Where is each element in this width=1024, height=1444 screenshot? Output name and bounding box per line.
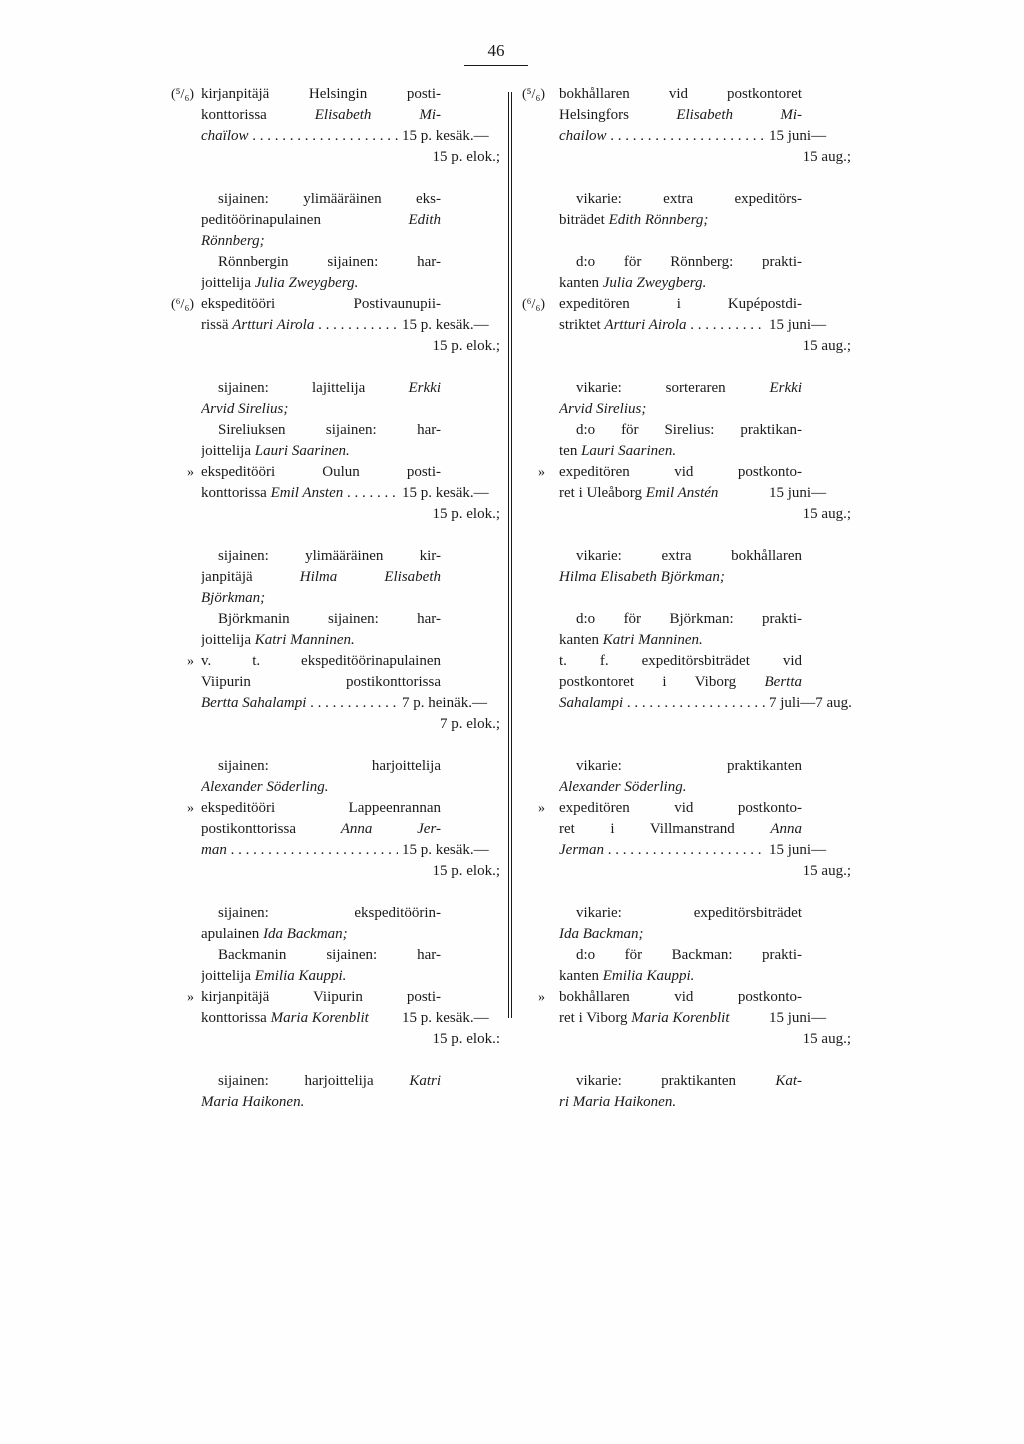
- text-line: kirjanpitäjä Viipurin posti-: [201, 989, 441, 1005]
- date-start: 15 juni—: [765, 483, 826, 504]
- date-end: 15 p. elok.;: [432, 338, 500, 354]
- swedish-line: [510, 861, 860, 882]
- date-end: 15 p. elok.;: [432, 506, 500, 522]
- date-start: 15 p. kesäk.—: [398, 840, 489, 861]
- entry-marker: (⁶/₆): [171, 297, 194, 312]
- text-line: ret i Viborg Maria Korenblit: [559, 1010, 730, 1026]
- swedish-line: [510, 609, 860, 630]
- entry-marker: »: [538, 801, 545, 816]
- text-line: expeditören vid postkonto-: [559, 800, 802, 816]
- swedish-line: [510, 399, 860, 420]
- date-start: 7 p. heinäk.—: [398, 693, 487, 714]
- finnish-line: [150, 1008, 510, 1029]
- finnish-line: [150, 945, 510, 966]
- finnish-line: [150, 672, 510, 693]
- swedish-line: [510, 441, 860, 462]
- finnish-line: [150, 189, 510, 210]
- text-line: Rönnbergin sijainen: har-: [218, 254, 441, 270]
- finnish-line: [150, 840, 510, 861]
- swedish-line: [510, 1029, 860, 1050]
- swedish-line: [510, 903, 860, 924]
- finnish-line: [150, 714, 510, 735]
- finnish-line: [150, 966, 510, 987]
- text-line: t. f. expeditörsbiträdet vid: [559, 653, 802, 669]
- entry-marker: (⁵/₆): [171, 87, 194, 102]
- finnish-line: [150, 231, 510, 252]
- text-line: rissä Artturi Airola . . .: [201, 315, 398, 336]
- text-line: Rönnberg;: [201, 233, 265, 249]
- date-end: 15 aug.;: [802, 506, 851, 522]
- date-end: 7 p. elok.;: [440, 716, 500, 732]
- text-line: Ida Backman;: [559, 926, 644, 942]
- finnish-line: [150, 609, 510, 630]
- finnish-line: [150, 168, 510, 189]
- swedish-line: [510, 924, 860, 945]
- text-line: ekspeditööri Oulun posti-: [201, 464, 441, 480]
- entry-marker: »: [187, 990, 194, 1005]
- finnish-line: [150, 210, 510, 231]
- swedish-line: [510, 483, 860, 504]
- text-line: Backmanin sijainen: har-: [218, 947, 441, 963]
- swedish-line: [510, 273, 860, 294]
- text-line: ret i Uleåborg Emil Anstén: [559, 485, 719, 501]
- swedish-line: [510, 588, 860, 609]
- swedish-line: [510, 777, 860, 798]
- text-line: ten Lauri Saarinen.: [559, 443, 677, 459]
- swedish-line: [510, 693, 860, 714]
- swedish-line: [510, 1050, 860, 1071]
- swedish-line: [510, 147, 860, 168]
- finnish-line: [150, 924, 510, 945]
- text-line: biträdet Edith Rönnberg;: [559, 212, 709, 228]
- swedish-line: [510, 945, 860, 966]
- text-line: sijainen: ylimääräinen eks-: [218, 191, 441, 207]
- swedish-line: [510, 966, 860, 987]
- finnish-line: [150, 126, 510, 147]
- finnish-line: [150, 777, 510, 798]
- text-line: Sahalampi . . .: [559, 693, 765, 714]
- swedish-line: [510, 1092, 860, 1113]
- finnish-column: [150, 84, 510, 1113]
- text-line: Viipurin postikonttorissa: [201, 674, 441, 690]
- finnish-line: [150, 273, 510, 294]
- swedish-line: [510, 987, 860, 1008]
- finnish-line: [150, 1029, 510, 1050]
- text-line: kirjanpitäjä Helsingin posti-: [201, 86, 441, 102]
- finnish-line: [150, 1092, 510, 1113]
- swedish-line: [510, 756, 860, 777]
- entry-marker: (⁵/₆): [522, 87, 545, 102]
- finnish-line: [150, 1050, 510, 1071]
- text-line: joittelija Katri Manninen.: [201, 632, 355, 648]
- text-line: sijainen: harjoittelija Katri: [218, 1073, 441, 1089]
- swedish-line: [510, 378, 860, 399]
- text-line: sijainen: ylimääräinen kir-: [218, 548, 441, 564]
- swedish-line: [510, 630, 860, 651]
- text-line: Maria Haikonen.: [201, 1094, 305, 1110]
- text-line: Sireliuksen sijainen: har-: [218, 422, 441, 438]
- text-line: v. t. ekspeditöörinapulainen: [201, 653, 441, 669]
- date-start: 15 p. kesäk.—: [398, 126, 489, 147]
- finnish-line: [150, 546, 510, 567]
- swedish-line: [510, 672, 860, 693]
- date-start: 15 juni—: [765, 126, 826, 147]
- text-line: chaïlow . . .: [201, 126, 398, 147]
- swedish-line: [510, 882, 860, 903]
- text-line: apulainen Ida Backman;: [201, 926, 348, 942]
- finnish-line: [150, 651, 510, 672]
- swedish-line: [510, 252, 860, 273]
- swedish-line: [510, 1008, 860, 1029]
- finnish-line: [150, 567, 510, 588]
- text-line: ekspeditööri Lappeenrannan: [201, 800, 441, 816]
- entry-marker: »: [187, 801, 194, 816]
- finnish-line: [150, 735, 510, 756]
- text-line: Jerman . . .: [559, 840, 765, 861]
- finnish-line: [150, 336, 510, 357]
- text-line: janpitäjä Hilma Elisabeth: [201, 569, 441, 585]
- swedish-line: [510, 231, 860, 252]
- date-end: 15 p. elok.:: [432, 1031, 500, 1047]
- swedish-line: [510, 210, 860, 231]
- finnish-line: [150, 1071, 510, 1092]
- page-number-rule: [464, 65, 528, 66]
- text-line: kanten Katri Manninen.: [559, 632, 703, 648]
- finnish-line: [150, 630, 510, 651]
- finnish-line: [150, 294, 510, 315]
- swedish-column: [510, 84, 860, 1113]
- text-line: vikarie: praktikanten Kat-: [576, 1073, 802, 1089]
- finnish-line: [150, 819, 510, 840]
- text-line: ekspeditööri Postivaunupii-: [201, 296, 441, 312]
- swedish-line: [510, 336, 860, 357]
- finnish-line: [150, 399, 510, 420]
- finnish-line: [150, 462, 510, 483]
- text-line: Arvid Sirelius;: [559, 401, 647, 417]
- text-line: man . . .: [201, 840, 398, 861]
- text-line: joittelija Julia Zweygberg.: [201, 275, 359, 291]
- swedish-line: [510, 504, 860, 525]
- finnish-line: [150, 441, 510, 462]
- finnish-line: [150, 861, 510, 882]
- swedish-line: [510, 294, 860, 315]
- text-line: striktet Artturi Airola . . .: [559, 315, 765, 336]
- text-line: konttorissa Elisabeth Mi-: [201, 107, 441, 123]
- swedish-line: [510, 105, 860, 126]
- text-line: kanten Julia Zweygberg.: [559, 275, 707, 291]
- finnish-line: [150, 105, 510, 126]
- finnish-line: [150, 420, 510, 441]
- date-end: 15 aug.;: [802, 863, 851, 879]
- text-line: ri Maria Haikonen.: [559, 1094, 677, 1110]
- date-end: 15 p. elok.;: [432, 149, 500, 165]
- swedish-line: [510, 840, 860, 861]
- text-line: d:o för Sirelius: praktikan-: [576, 422, 802, 438]
- text-line: joittelija Emilia Kauppi.: [201, 968, 347, 984]
- text-line: joittelija Lauri Saarinen.: [201, 443, 350, 459]
- text-line: vikarie: expeditörsbiträdet: [576, 905, 802, 921]
- swedish-line: [510, 567, 860, 588]
- swedish-line: [510, 462, 860, 483]
- finnish-line: [150, 483, 510, 504]
- swedish-line: [510, 189, 860, 210]
- date-start: 15 juni—: [765, 840, 826, 861]
- text-line: d:o för Björkman: prakti-: [576, 611, 802, 627]
- swedish-line: [510, 168, 860, 189]
- page-number: 46: [487, 41, 505, 60]
- finnish-line: [150, 987, 510, 1008]
- text-line: Bertta Sahalampi . . .: [201, 693, 398, 714]
- swedish-line: [510, 714, 860, 735]
- text-line: sijainen: ekspeditöörin-: [218, 905, 441, 921]
- date-end: 15 aug.;: [802, 338, 851, 354]
- date-start: 15 p. kesäk.—: [398, 315, 489, 336]
- finnish-line: [150, 882, 510, 903]
- text-line: expeditören vid postkonto-: [559, 464, 802, 480]
- swedish-line: [510, 651, 860, 672]
- entry-marker: »: [187, 465, 194, 480]
- text-line: konttorissa Emil Ansten . . .: [201, 483, 398, 504]
- date-start: 15 p. kesäk.—: [398, 1008, 489, 1029]
- finnish-line: [150, 903, 510, 924]
- text-line: peditöörinapulainen Edith: [201, 212, 441, 228]
- finnish-line: [150, 315, 510, 336]
- date-start: 15 p. kesäk.—: [398, 483, 489, 504]
- text-line: konttorissa Maria Korenblit: [201, 1010, 369, 1026]
- text-line: sijainen: harjoittelija: [218, 758, 441, 774]
- text-line: Alexander Söderling.: [201, 779, 329, 795]
- text-line: sijainen: lajittelija Erkki: [218, 380, 441, 396]
- swedish-line: [510, 735, 860, 756]
- text-line: Arvid Sirelius;: [201, 401, 289, 417]
- swedish-line: [510, 84, 860, 105]
- swedish-line: [510, 798, 860, 819]
- finnish-line: [150, 84, 510, 105]
- text-line: d:o för Backman: prakti-: [576, 947, 802, 963]
- finnish-line: [150, 357, 510, 378]
- finnish-line: [150, 252, 510, 273]
- text-line: vikarie: extra expeditörs-: [576, 191, 802, 207]
- text-line: postkontoret i Viborg Bertta: [559, 674, 802, 690]
- text-line: Björkmanin sijainen: har-: [218, 611, 441, 627]
- text-line: vikarie: sorteraren Erkki: [576, 380, 802, 396]
- text-line: Björkman;: [201, 590, 266, 606]
- text-line: Helsingfors Elisabeth Mi-: [559, 107, 802, 123]
- finnish-line: [150, 693, 510, 714]
- text-line: vikarie: extra bokhållaren: [576, 548, 802, 564]
- text-line: d:o för Rönnberg: prakti-: [576, 254, 802, 270]
- swedish-line: [510, 546, 860, 567]
- date-start: 7 juli—7 aug.: [765, 693, 852, 714]
- entry-marker: »: [187, 654, 194, 669]
- text-line: Hilma Elisabeth Björkman;: [559, 569, 725, 585]
- date-end: 15 p. elok.;: [432, 863, 500, 879]
- swedish-line: [510, 819, 860, 840]
- finnish-line: [150, 504, 510, 525]
- finnish-line: [150, 147, 510, 168]
- text-line: bokhållaren vid postkonto-: [559, 989, 802, 1005]
- entry-marker: »: [538, 465, 545, 480]
- text-line: ret i Villmanstrand Anna: [559, 821, 802, 837]
- swedish-line: [510, 315, 860, 336]
- date-start: 15 juni—: [765, 1008, 826, 1029]
- swedish-line: [510, 525, 860, 546]
- finnish-line: [150, 798, 510, 819]
- finnish-line: [150, 378, 510, 399]
- text-line: expeditören i Kupépostdi-: [559, 296, 802, 312]
- swedish-line: [510, 126, 860, 147]
- date-end: 15 aug.;: [802, 149, 851, 165]
- date-end: 15 aug.;: [802, 1031, 851, 1047]
- text-line: Alexander Söderling.: [559, 779, 687, 795]
- finnish-line: [150, 756, 510, 777]
- text-line: chailow . . .: [559, 126, 765, 147]
- text-line: bokhållaren vid postkontoret: [559, 86, 802, 102]
- entry-marker: (⁶/₆): [522, 297, 545, 312]
- text-line: postikonttorissa Anna Jer-: [201, 821, 441, 837]
- text-line: vikarie: praktikanten: [576, 758, 802, 774]
- text-line: kanten Emilia Kauppi.: [559, 968, 695, 984]
- finnish-line: [150, 525, 510, 546]
- swedish-line: [510, 357, 860, 378]
- swedish-line: [510, 1071, 860, 1092]
- date-start: 15 juni—: [765, 315, 826, 336]
- finnish-line: [150, 588, 510, 609]
- swedish-line: [510, 420, 860, 441]
- entry-marker: »: [538, 990, 545, 1005]
